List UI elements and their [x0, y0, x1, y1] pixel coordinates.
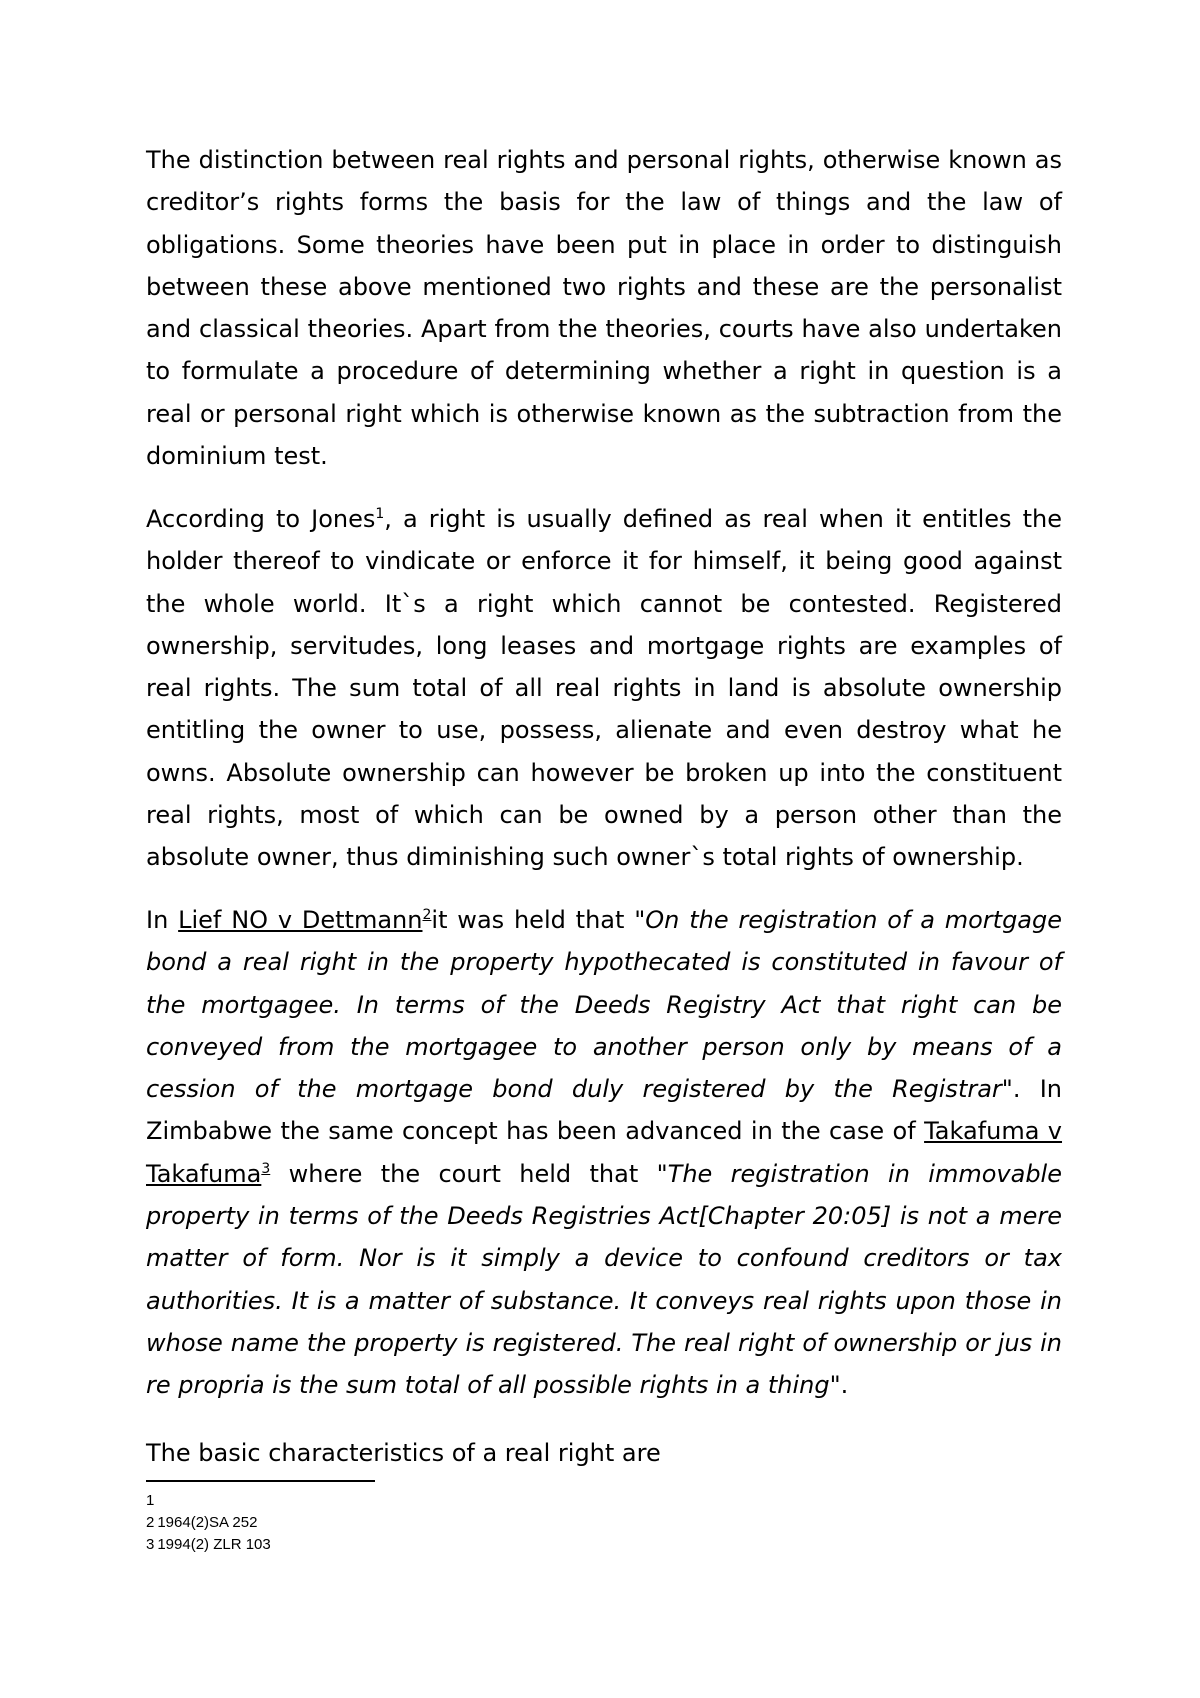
paragraph-text: In — [146, 906, 179, 934]
paragraph-text: According to Jones — [146, 505, 376, 533]
paragraph-case-law — [146, 899, 1062, 1407]
case-name-takafuma-v-takafuma: Takafuma v Takafuma — [146, 1117, 1063, 1188]
quotation: The registration in immovable property in terms of the Deeds Registries Act[Chapter 20:05] is not a mere matter of form. Nor is it simply a device to confound creditors or tax authorities. It is a matter of substance. It conveys real rights upon those in whose name the property is registered. The real right of ownership or jus in re propria is the sum total of all possible rights in a thing — [146, 1159, 1062, 1400]
paragraph-text: , a right is usually defined as real when it entitles the holder thereof to vindicate or enforce it for himself, it being good against the whole world. It`s a right which cannot be contested. Registered ownership, servitudes, long leases and mortgage rights are examples of real rights. The sum total of all real rights in land is absolute ownership entitling the owner to use, possess, alienate and even destroy what he owns. Absolute ownership can however be broken up into the constituent real rights, most of which can be owned by a person other than the absolute owner, thus diminishing such owner`s total rights of ownership. — [146, 505, 1062, 872]
footnote-separator — [146, 1480, 375, 1482]
paragraph-jones-definition — [146, 498, 1062, 879]
paragraph-distinction: The distinction between real rights and personal rights, otherwise known as creditor’s rights forms the basis for the law of things and the law of obligations. Some theories have been put in place in order to distinguish between these above mentioned two rights and these are the personalist and classical theories. Apart from the theories, courts have also undertaken to formulate a procedure of determining whether a right in question is a real or personal right which is otherwise known as the subtraction from the dominium test. — [146, 146, 1062, 471]
paragraph-text: it was held that " — [431, 906, 646, 934]
footnote-reference[interactable]: 2 — [422, 907, 432, 923]
footnote-text: 1964(2)SA 252 — [157, 1514, 258, 1531]
footnote-1 — [146, 1490, 646, 1512]
quotation: On the registration of a mortgage bond a real right in the property hypothecated is constituted in favour of the mortgagee. In terms of the Deeds Registry Act that right can be conveyed from the mortgagee to another person only by means of a cession of the mortgage bond duly registered by the Registrar — [146, 906, 1063, 1104]
footnote-reference[interactable]: 1 — [375, 506, 385, 522]
footnote-3 — [146, 1534, 646, 1556]
footnote-text: 1994(2) ZLR 103 — [157, 1536, 271, 1553]
paragraph-text: ". — [829, 1371, 849, 1400]
paragraph-characteristics: The basic characteristics of a real right are — [146, 1439, 661, 1467]
footnote-number: 3 — [146, 1536, 155, 1553]
paragraph-text: where the court held that " — [270, 1159, 668, 1188]
footnote-number: 1 — [146, 1492, 155, 1509]
footnote-reference[interactable]: 3 — [261, 1160, 271, 1177]
footnotes — [146, 1490, 646, 1556]
footnote-number: 2 — [146, 1514, 155, 1531]
case-name-lief-v-dettmann: Lief NO v Dettmann — [178, 906, 423, 934]
footnote-2 — [146, 1512, 646, 1534]
paragraph-text: ". In Zimbabwe the same concept has been advanced in the case of — [146, 1075, 1062, 1146]
